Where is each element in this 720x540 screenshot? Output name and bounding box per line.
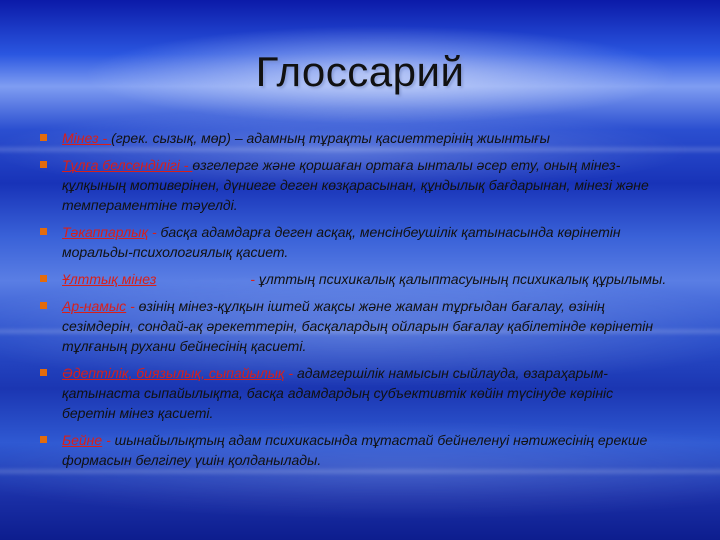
glossary-term: Ар-намыс [62, 298, 127, 314]
bullet-square-icon [40, 275, 47, 282]
glossary-item [40, 269, 670, 289]
glossary-term: Бейне [62, 432, 103, 448]
glossary-definition: адамгершілік намысын сыйлауда, өзараҳарым-қатынаста сыпайылықта, басқа адамдардың субъективтік көйін түсінуде көрініс беретін мінез қасиеті. [62, 365, 614, 421]
term-dash: - [126, 298, 139, 314]
glossary-term: Тұлға белсенділігі - [62, 157, 193, 173]
glossary-item [40, 430, 670, 470]
glossary-term: Мінез - [62, 130, 112, 146]
glossary-item [40, 155, 670, 215]
bullet-square-icon [40, 161, 47, 168]
term-dash: - [102, 432, 115, 448]
glossary-definition: ұлттың психикалық қалыптасуының психикалық құрылымы. [258, 271, 667, 287]
glossary-definition: басқа адамдарға деген асқақ, менсінбеушілік қатынасында көрінетін моральды-психологиялық қасиет. [62, 224, 621, 260]
glossary-definition: (грек. сызық, мөр) – адамның тұрақты қасиеттерінің жиынтығы [111, 130, 550, 146]
term-dash: - [148, 224, 161, 240]
slide-title: Глоссарий [255, 48, 465, 95]
bullet-square-icon [40, 302, 47, 309]
glossary-item [40, 128, 670, 148]
bullet-square-icon [40, 228, 47, 235]
glossary-item [40, 296, 670, 356]
glossary-item [40, 222, 670, 262]
glossary-definition: өзгелерге және қоршаған ортаға ынталы әсер ету, оның мінез-құлқының мотиверінен, дүниеге деген көзқарасынан, құндылық бағдарынан, мінезі және темпераментіне тәуелді. [62, 157, 649, 213]
glossary-term: Ұлттық мінез [62, 271, 157, 287]
bullet-square-icon [40, 369, 47, 376]
bullet-square-icon [40, 134, 47, 141]
glossary-term: Әдептілік, биязылық, сыпайылық [62, 365, 285, 381]
term-dash: - [246, 271, 259, 287]
glossary-definition: өзінің мінез-құлқын іштей жақсы және жаман тұрғыдан бағалау, өзінің сезімдерін, сондай-ақ әрекеттерін, басқалардың ойларын бағалау қабілетінде көрінетін тұлғаның рухани бейнесінің қасиеті. [62, 298, 654, 354]
glossary-definition: шынайылықтың адам психикасында тұтастай бейнеленуі нәтижесінің ерекше формасын белгілеу үшін қолданылады. [62, 432, 648, 468]
glossary-term: Тәкаппарлық [62, 224, 149, 240]
term-dash: - [284, 365, 297, 381]
glossary-list [40, 128, 670, 477]
glossary-item [40, 363, 670, 423]
bullet-square-icon [40, 436, 47, 443]
